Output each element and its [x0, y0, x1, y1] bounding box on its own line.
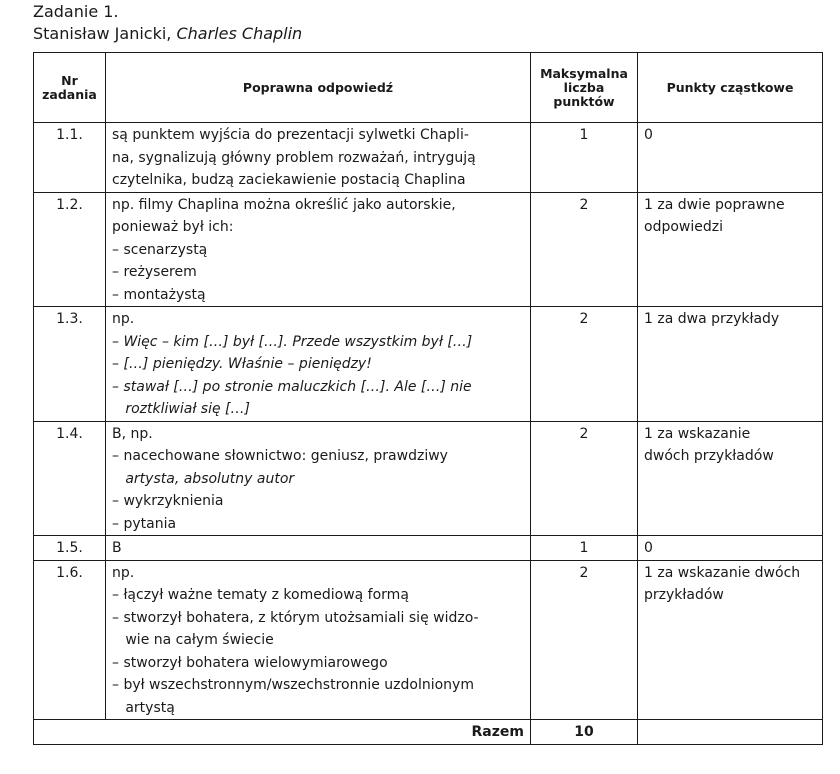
answer-line: – wykrzyknienia: [112, 493, 224, 509]
answer-line: ponieważ był ich:: [112, 219, 234, 235]
answer-line: – […] pieniędzy. Właśnie – pieniędzy!: [112, 356, 372, 372]
answer-line: – nacechowane słownictwo: geniusz, prawdziwy: [112, 448, 448, 464]
total-row: [34, 720, 823, 745]
answer-line: artystą: [112, 699, 175, 716]
partial-line: 0: [644, 540, 653, 556]
partial-line: przykładów: [644, 587, 724, 603]
answer-line: – łączył ważne tematy z komediową formą: [112, 587, 409, 603]
answer-line: – stworzył bohatera, z którym utożsamiali się widzo-: [112, 609, 479, 626]
task-number: 1.2.: [34, 192, 106, 307]
answer-line: na, sygnalizują główny problem rozważań, intrygują: [112, 149, 476, 166]
answer-line: – stawał […] po stronie maluczkich […]. Ale […] nie: [112, 378, 472, 395]
partial-points-cell: [638, 192, 823, 307]
answer-line: np.: [112, 564, 135, 581]
answer-line: – stworzył bohatera wielowymiarowego: [112, 654, 388, 671]
table-row: [34, 536, 823, 561]
task-number: 1.5.: [34, 536, 106, 561]
table-row: [34, 560, 823, 720]
table-row: [34, 421, 823, 536]
answer-line: – pytania: [112, 515, 177, 532]
partial-line: dwóch przykładów: [644, 448, 774, 464]
answer-line: B: [112, 540, 122, 556]
max-points: 2: [531, 307, 638, 422]
table-row: [34, 307, 823, 422]
partial-line: 1 za dwa przykłady: [644, 311, 780, 327]
task-number: 1.3.: [34, 307, 106, 422]
answer-cell: [106, 307, 531, 422]
answer-cell: [106, 560, 531, 720]
answer-cell: [106, 421, 531, 536]
answer-line: roztkliwiał się […]: [112, 401, 250, 417]
max-points: 2: [531, 421, 638, 536]
total-empty-cell: [638, 720, 823, 745]
header-nr: Nr zadania: [34, 53, 106, 123]
answer-line: artysta, absolutny autor: [112, 470, 295, 487]
header-answer: Poprawna odpowiedź: [106, 53, 531, 123]
task-subtitle: [33, 24, 302, 44]
answer-cell: [106, 536, 531, 561]
answer-line: np.: [112, 311, 135, 327]
answer-line: B, np.: [112, 425, 153, 442]
answer-line: – był wszechstronnym/wszechstronnie uzdolnionym: [112, 677, 474, 693]
answer-line: np. filmy Chaplina można określić jako autorskie,: [112, 196, 456, 213]
partial-line: 1 za dwie poprawne: [644, 196, 785, 213]
task-number: 1.1.: [34, 123, 106, 193]
answer-line: – Więc – kim […] był […]. Przede wszystkim był […]: [112, 333, 473, 350]
max-points: 2: [531, 192, 638, 307]
task-number: 1.4.: [34, 421, 106, 536]
header-row: [34, 53, 823, 123]
answer-line: wie na całym świecie: [112, 632, 274, 648]
partial-line: odpowiedzi: [644, 219, 723, 235]
total-label: Razem: [34, 720, 531, 745]
partial-points-cell: [638, 421, 823, 536]
max-points: 2: [531, 560, 638, 720]
table-row: [34, 192, 823, 307]
header-max: Maksymalna liczba punktów: [531, 53, 638, 123]
task-title: Zadanie 1.: [33, 2, 119, 21]
partial-line: 0: [644, 127, 653, 143]
answer-cell: [106, 123, 531, 193]
table-row: [34, 123, 823, 193]
partial-line: 1 za wskazanie dwóch: [644, 564, 801, 581]
header-partial: Punkty cząstkowe: [638, 53, 823, 123]
answer-line: – reżyserem: [112, 264, 197, 280]
answer-cell: [106, 192, 531, 307]
author-name: Stanisław Janicki,: [33, 24, 172, 43]
answer-line: – scenarzystą: [112, 241, 208, 258]
task-number: 1.6.: [34, 560, 106, 720]
total-value: 10: [531, 720, 638, 745]
partial-points-cell: [638, 560, 823, 720]
max-points: 1: [531, 536, 638, 561]
answer-key-table: [33, 52, 823, 745]
partial-points-cell: [638, 536, 823, 561]
work-title: Charles Chaplin: [176, 24, 303, 43]
partial-points-cell: [638, 307, 823, 422]
answer-line: są punktem wyjścia do prezentacji sylwetki Chapli-: [112, 127, 469, 143]
answer-line: czytelnika, budzą zaciekawienie postacią Chaplina: [112, 172, 466, 188]
max-points: 1: [531, 123, 638, 193]
answer-line: – montażystą: [112, 286, 206, 303]
partial-line: 1 za wskazanie: [644, 425, 751, 442]
partial-points-cell: [638, 123, 823, 193]
